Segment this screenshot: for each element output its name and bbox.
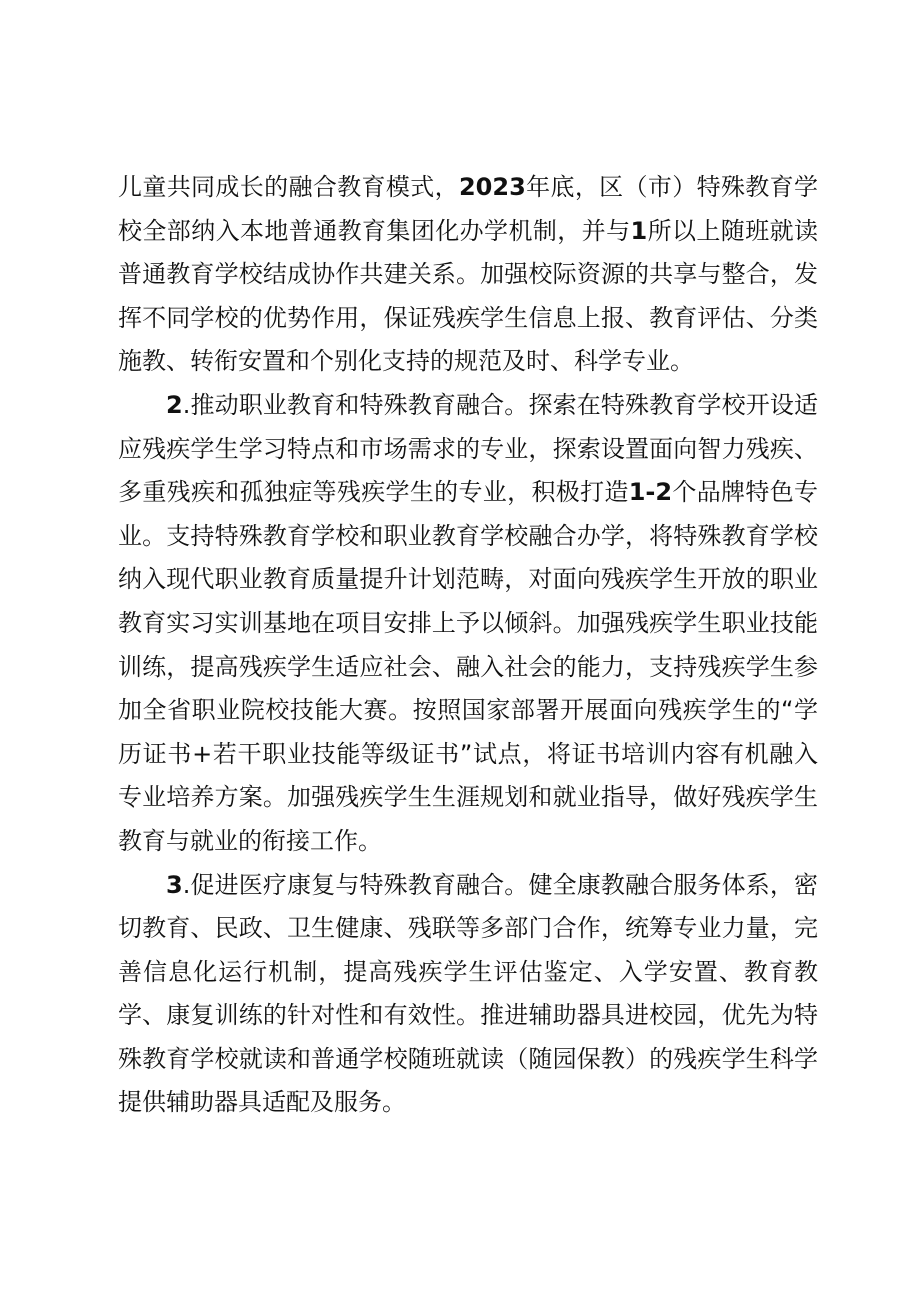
paragraph-item-3 [118, 864, 818, 1126]
year-number: 2023 [458, 173, 526, 201]
item-number: 2 [166, 390, 183, 419]
text-run: 儿童共同成长的融合教育模式， [118, 173, 459, 201]
text-run: 所以上随班就读普通教育学校结成协作共建关系。加强校际资源的共享与整合，发挥不同学校的优势作用，保证残疾学生信息上报、教育评估、分类施教、转衔安置和个别化支持的规范及时、科学专业。 [118, 216, 819, 376]
text-run: .促进医疗康复与特殊教育融合。健全康教融合服务体系，密切教育、民政、卫生健康、残联等多部门合作，统筹专业力量，完善信息化运行机制，提高残疾学生评估鉴定、入学安置、教育教学、康复训练的针对性和有效性。推进辅助器具进校园，优先为特殊教育学校就读和普通学校随班就读（随园保教）的残疾学生科学提供辅助器具适配及服务。 [118, 870, 818, 1117]
text-run: .推动职业教育和特殊教育融合。探索在特殊教育学校开设适应残疾学生学习特点和市场需求的专业，探索设置面向智力残疾、多重残疾和孤独症等残疾学生的专业，积极打造 [118, 390, 818, 507]
document-body [118, 166, 818, 1125]
paragraph-item-2 [118, 384, 818, 864]
count-number: 1 [630, 216, 648, 245]
text-run: 个品牌特色专业。支持特殊教育学校和职业教育学校融合办学，将特殊教育学校纳入现代职业教育质量提升计划范畴，对面向残疾学生开放的职业教育实习实训基地在项目安排上予以倾斜。加强残疾学生职业技能训练，提高残疾学生适应社会、融入社会的能力，支持残疾学生参加全省职业院校技能大赛。按照国家部署开展面向残疾学生的“学历证书+若干职业技能等级证书”试点，将证书培训内容有机融入专业培养方案。加强残疾学生生涯规划和就业指导，做好残疾学生教育与就业的衔接工作。 [118, 478, 819, 855]
item-number: 3 [166, 870, 183, 899]
range-number: 1-2 [628, 478, 673, 507]
paragraph-continuation [118, 166, 818, 384]
text-run: 年底，区（市）特殊教育学校全部纳入本地普通教育集团化办学机制，并与 [118, 173, 819, 245]
